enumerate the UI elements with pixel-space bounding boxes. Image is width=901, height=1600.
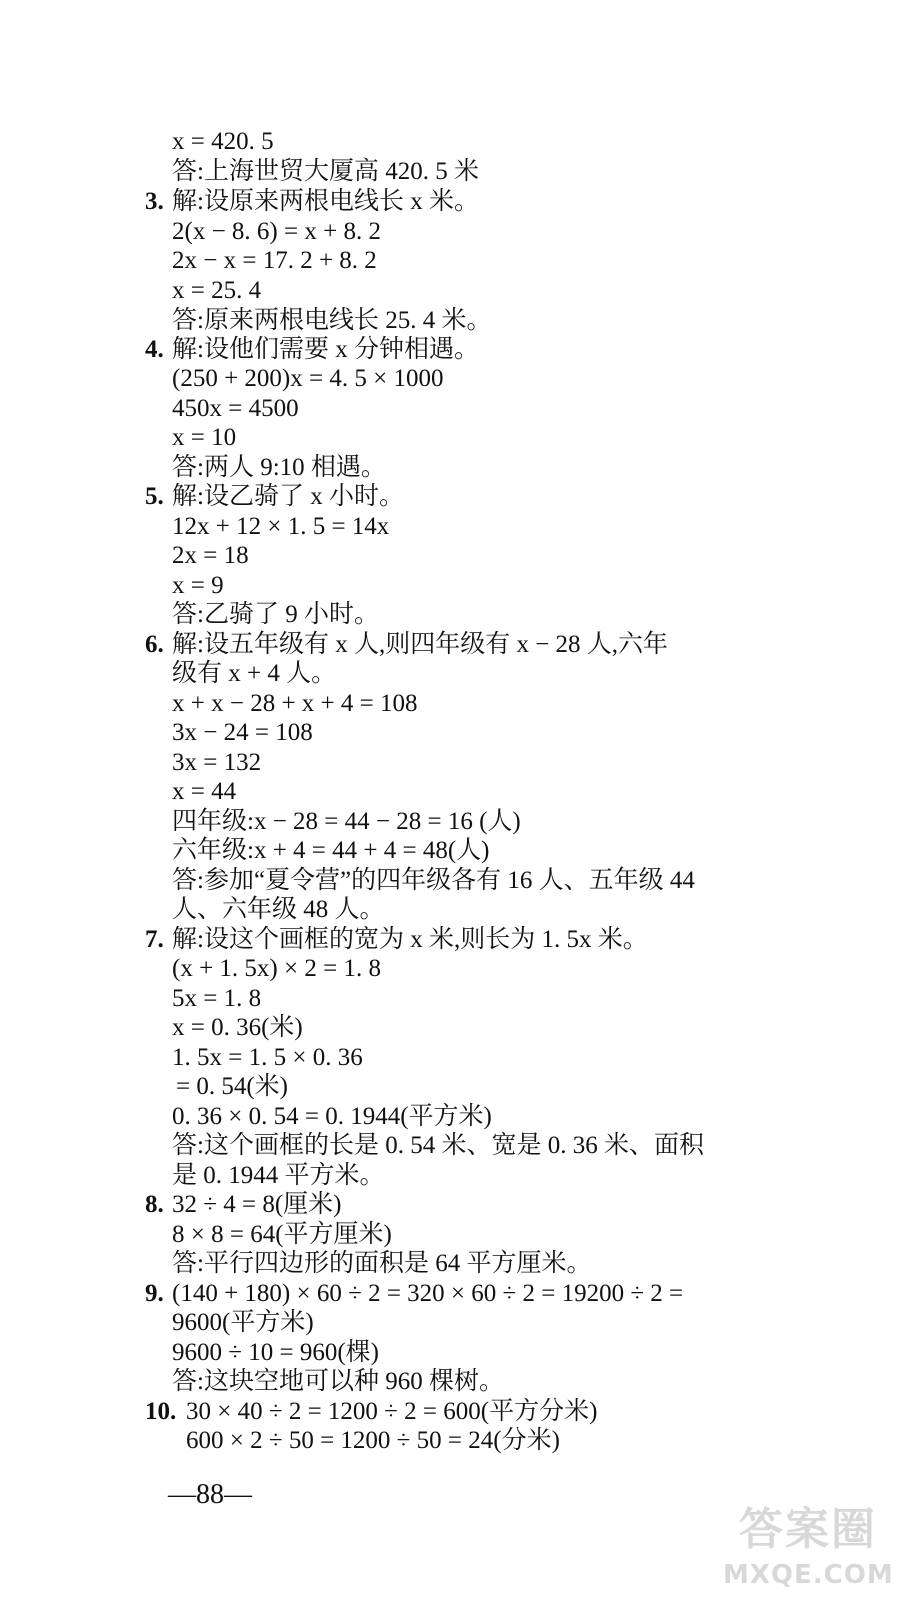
problem-number: 6. <box>145 631 164 658</box>
equation-line: (140 + 180) × 60 ÷ 2 = 320 × 60 ÷ 2 = 19200 ÷ 2 = <box>172 1280 684 1307</box>
watermark-logo <box>723 1502 893 1594</box>
answer-line: 答:这个画框的长是 0. 54 米、宽是 0. 36 米、面积 <box>172 1132 704 1159</box>
equation-line: x = 0. 36(米) <box>172 1014 303 1041</box>
equation-line: x = 44 <box>172 778 237 805</box>
answer-line: 答:这块空地可以种 960 棵树。 <box>172 1368 504 1395</box>
equation-line: = 0. 54(米) <box>176 1073 288 1100</box>
problem-number: 7. <box>145 926 164 953</box>
equation-line: 3x = 132 <box>172 749 262 776</box>
equation-line: 1. 5x = 1. 5 × 0. 36 <box>172 1044 363 1071</box>
problem-number: 8. <box>145 1191 164 1218</box>
answer-line: 答:平行四边形的面积是 64 平方厘米。 <box>172 1250 592 1277</box>
answer-line: 答:参加“夏令营”的四年级各有 16 人、五年级 44 <box>172 867 695 894</box>
equation-line: 3x − 24 = 108 <box>172 719 313 746</box>
equation-line: (250 + 200)x = 4. 5 × 1000 <box>172 365 444 392</box>
equation-line: x + x − 28 + x + 4 = 108 <box>172 690 418 717</box>
text-line: 解:设原来两根电线长 x 米。 <box>172 188 479 215</box>
equation-line: 六年级:x + 4 = 44 + 4 = 48(人) <box>172 837 490 864</box>
problem-number: 9. <box>145 1280 164 1307</box>
answer-line: 人、六年级 48 人。 <box>172 896 385 923</box>
text-line: 解:设乙骑了 x 小时。 <box>172 483 404 510</box>
equation-line: 0. 36 × 0. 54 = 0. 1944(平方米) <box>172 1103 492 1130</box>
text-line: 答:上海世贸大厦高 420. 5 米 <box>172 158 479 185</box>
problem-number: 5. <box>145 483 164 510</box>
equation-line: (x + 1. 5x) × 2 = 1. 8 <box>172 955 381 982</box>
problem-number: 4. <box>145 336 164 363</box>
equation-line: 四年级:x − 28 = 44 − 28 = 16 (人) <box>172 808 521 835</box>
answer-line: 答:原来两根电线长 25. 4 米。 <box>172 307 492 334</box>
page-number: —88— <box>168 1479 252 1510</box>
text-line: x = 420. 5 <box>172 128 274 155</box>
equation-line: 30 × 40 ÷ 2 = 1200 ÷ 2 = 600(平方分米) <box>186 1398 598 1425</box>
equation-line: 12x + 12 × 1. 5 = 14x <box>172 513 390 540</box>
watermark-url-text: MXQE.COM <box>723 1560 894 1590</box>
answer-line: 是 0. 1944 平方米。 <box>172 1162 385 1189</box>
equation-line: 9600 ÷ 10 = 960(棵) <box>172 1339 379 1366</box>
text-line: 解:设五年级有 x 人,则四年级有 x − 28 人,六年 <box>172 631 669 658</box>
text-line: 解:设他们需要 x 分钟相遇。 <box>172 336 479 363</box>
equation-line: 2x = 18 <box>172 542 249 569</box>
problem-number: 3. <box>145 188 164 215</box>
equation-line: 8 × 8 = 64(平方厘米) <box>172 1221 392 1248</box>
equation-line: 32 ÷ 4 = 8(厘米) <box>172 1191 342 1218</box>
equation-line: 9600(平方米) <box>172 1309 314 1336</box>
watermark-top-text: 答案圈 <box>739 1504 877 1555</box>
equation-line: x = 9 <box>172 572 224 599</box>
equation-line: 450x = 4500 <box>172 395 299 422</box>
equation-line: 600 × 2 ÷ 50 = 1200 ÷ 50 = 24(分米) <box>186 1427 560 1454</box>
text-line: 解:设这个画框的宽为 x 米,则长为 1. 5x 米。 <box>172 926 648 953</box>
answer-line: 答:乙骑了 9 小时。 <box>172 601 379 628</box>
equation-line: x = 25. 4 <box>172 277 262 304</box>
equation-line: x = 10 <box>172 424 237 451</box>
equation-line: 2x − x = 17. 2 + 8. 2 <box>172 247 377 274</box>
equation-line: 2(x − 8. 6) = x + 8. 2 <box>172 218 381 245</box>
equation-line: 5x = 1. 8 <box>172 985 262 1012</box>
answer-line: 答:两人 9:10 相遇。 <box>172 454 386 481</box>
text-line: 级有 x + 4 人。 <box>172 660 337 687</box>
problem-number: 10. <box>145 1398 177 1425</box>
